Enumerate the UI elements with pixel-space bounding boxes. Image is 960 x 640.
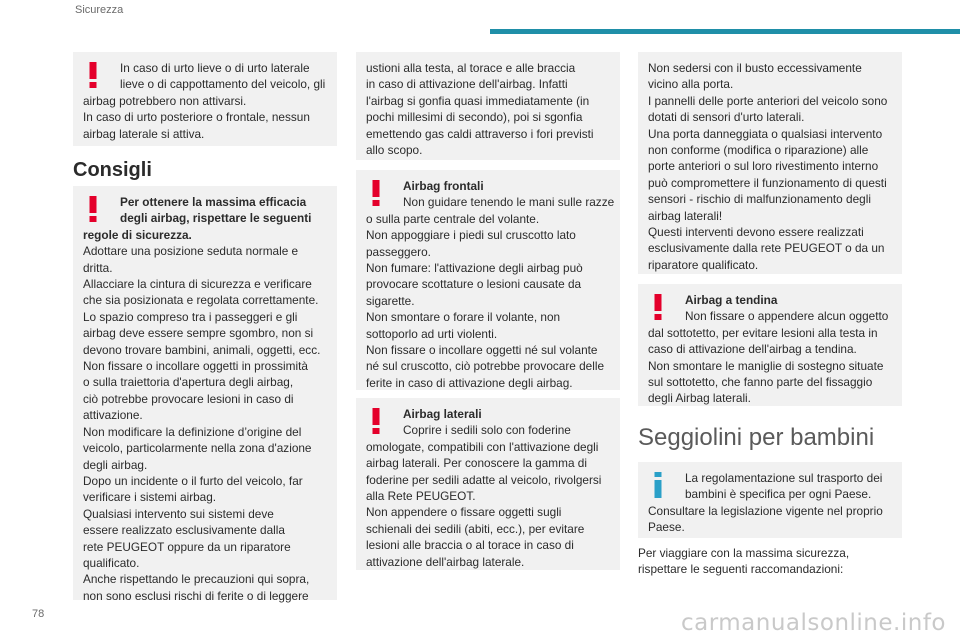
- warning-icon: [368, 408, 384, 434]
- text-line: porte anteriori o sul loro rivestimento interno: [648, 159, 879, 174]
- text-line: esclusivamente dalla rete PEUGEOT o da un: [648, 241, 885, 256]
- text-line: rispettare le seguenti raccomandazioni:: [638, 562, 844, 577]
- text-line: sigarette.: [366, 293, 415, 308]
- text-line: non conforme (modifica o riparazione) alle: [648, 143, 869, 158]
- text-line: airbag potrebbero non attivarsi.: [83, 93, 247, 108]
- text-line: Non guidare tenendo le mani sulle razze: [403, 195, 615, 210]
- text-line: o sulla traiettoria d'apertura degli airbag,: [83, 375, 294, 390]
- text-line: Non smontare le maniglie di sostegno situate: [648, 358, 884, 373]
- text-line: né sul cruscotto, ciò potrebbe provocare delle: [366, 359, 605, 374]
- text-line: attivazione.: [83, 408, 143, 423]
- warning-box-urto-lieve: [73, 52, 337, 146]
- bold-line: Per ottenere la massima efficacia: [120, 195, 307, 209]
- warning-box-airbag-tendina: [638, 284, 902, 406]
- text-line: foderine per sedili adatte al veicolo, rivolgersi: [366, 472, 602, 487]
- warning-icon: [368, 180, 384, 206]
- text-line: può compromettere il funzionamento di questi: [648, 175, 887, 190]
- text-line: ferite in caso di attivazione degli airbag.: [366, 375, 573, 390]
- text-line: omologate, compatibili con l'attivazione degli: [366, 439, 599, 454]
- warning-icon: [85, 196, 101, 222]
- paragraph-raccomandazioni: [638, 545, 849, 578]
- box-ustioni: [356, 52, 620, 160]
- text-line: Anche rispettando le precauzioni qui sopra,: [83, 572, 310, 587]
- text-line: l'airbag si gonfia quasi immediatamente (in: [366, 93, 590, 108]
- text-line: Consultare la legislazione vigente nel proprio: [648, 503, 883, 518]
- warning-box-airbag-laterali: [356, 398, 620, 570]
- heading-seggiolini: Seggiolini per bambini: [638, 424, 875, 451]
- text-line: dal sottotetto, per evitare lesioni alla testa in: [648, 325, 878, 340]
- text-line: Non fissare o incollare oggetti né sul volante: [366, 343, 598, 358]
- text-line: Non fumare: l'attivazione degli airbag può: [366, 261, 583, 276]
- text-line: Paese.: [648, 520, 685, 535]
- text-line: sensori - rischio di malfunzionamento degli: [648, 192, 871, 207]
- section-title: Sicurezza: [75, 4, 124, 16]
- text-line: essere realizzato esclusivamente dalla: [83, 523, 285, 538]
- bold-line: degli airbag, rispettare le seguenti: [120, 211, 312, 226]
- text-line: sul sottotetto, che fanno parte del fissaggio: [648, 375, 873, 390]
- warning-box-airbag-frontali: [356, 170, 620, 390]
- text-line: riparatore qualificato.: [648, 257, 759, 272]
- text-line: Coprire i sedili solo con foderine: [403, 423, 571, 438]
- text-line: Non appoggiare i piedi sul cruscotto lato: [366, 228, 576, 243]
- text-line: Non fissare o incollare oggetti in prossimità: [83, 359, 308, 374]
- bold-line: regole di sicurezza.: [83, 227, 192, 242]
- text-line: allo scopo.: [366, 143, 423, 158]
- text-line: Non sedersi con il busto eccessivamente: [648, 61, 862, 75]
- info-icon: [650, 472, 666, 498]
- header-accent-bar: [490, 29, 960, 34]
- box-title: Airbag laterali: [403, 407, 482, 421]
- text-line: Non fissare o appendere alcun oggetto: [685, 309, 889, 324]
- info-box-regolamentazione: [638, 462, 902, 538]
- box-sedili-porta: [638, 52, 902, 274]
- box-title: Airbag a tendina: [685, 293, 778, 307]
- text-line: degli airbag.: [83, 457, 148, 472]
- text-line: Non smontare o forare il volante, non: [366, 310, 561, 325]
- text-line: passeggero.: [366, 244, 431, 259]
- watermark: carmanualsonline.info: [680, 610, 946, 636]
- text-line: In caso di urto posteriore o frontale, nessun: [83, 110, 310, 125]
- page-number: 78: [32, 608, 45, 620]
- text-line: in caso di attivazione dell'airbag. Infatti: [366, 77, 568, 92]
- box-title: Airbag frontali: [403, 179, 484, 193]
- text-line: Allacciare la cintura di sicurezza e verificare: [83, 277, 312, 292]
- text-line: alla Rete PEUGEOT.: [366, 489, 476, 504]
- text-line: Adottare una posizione seduta normale e: [83, 244, 299, 259]
- warning-icon: [85, 62, 101, 88]
- text-line: Non modificare la definizione d’origine del: [83, 424, 302, 439]
- text-line: veicolo, particolarmente nella zona d'azione: [83, 441, 312, 456]
- text-line: che sia posizionata e regolata correttamente.: [83, 293, 319, 308]
- text-line: airbag laterale si attiva.: [83, 126, 205, 141]
- text-line: Dopo un incidente o il furto del veicolo, far: [83, 473, 303, 488]
- text-line: attivazione dell'airbag laterale.: [366, 554, 525, 569]
- text-line: Qualsiasi intervento sui sistemi deve: [83, 506, 274, 521]
- warning-icon: [650, 294, 666, 320]
- text-line: dritta.: [83, 260, 113, 275]
- heading-consigli: Consigli: [73, 159, 152, 181]
- text-line: qualificato.: [83, 555, 140, 570]
- text-line: Non appendere o fissare oggetti sugli: [366, 505, 562, 520]
- text-line: airbag laterali. Per conoscere la gamma di: [366, 456, 587, 471]
- text-line: sottoporlo ad urti violenti.: [366, 326, 498, 341]
- text-line: emettendo gas caldi attraverso i fori previsti: [366, 126, 594, 141]
- text-line: ciò potrebbe provocare lesioni in caso di: [83, 391, 294, 406]
- text-line: o sulla parte centrale del volante.: [366, 211, 540, 226]
- text-line: degli Airbag laterali.: [648, 391, 751, 406]
- text-line: La regolamentazione sul trasporto dei: [685, 471, 883, 485]
- text-line: lesioni alle braccia o al torace in caso di: [366, 538, 574, 553]
- text-line: pochi millesimi di secondo), poi si sgonfia: [366, 110, 583, 125]
- text-line: bambini è specifica per ogni Paese.: [685, 487, 872, 502]
- text-line: non sono esclusi rischi di ferite o di leggere: [83, 588, 309, 603]
- text-line: devono trovare bambini, animali, oggetti, ecc.: [83, 342, 321, 357]
- text-line: Questi interventi devono essere realizzati: [648, 225, 864, 240]
- text-line: Per viaggiare con la massima sicurezza,: [638, 546, 850, 560]
- text-line: verificare i sistemi airbag.: [83, 490, 217, 505]
- text-line: ustioni alla testa, al torace e alle braccia: [366, 61, 576, 75]
- warning-box-consigli: [73, 186, 337, 603]
- text-line: Una porta danneggiata o qualsiasi intervento: [648, 126, 883, 141]
- text-line: In caso di urto lieve o di urto laterale: [120, 61, 310, 75]
- text-line: rete PEUGEOT oppure da un riparatore: [83, 539, 291, 554]
- text-line: I pannelli delle porte anteriori del veicolo sono: [648, 93, 888, 108]
- text-line: vicino alla porta.: [648, 77, 734, 92]
- text-line: dotati di sensori d'urto laterali.: [648, 110, 805, 125]
- text-line: schienali dei sedili (abiti, ecc.), per evitare: [366, 521, 585, 536]
- text-line: Lo spazio compreso tra i passeggeri e gli: [83, 309, 298, 324]
- text-line: provocare scottature o lesioni causate da: [366, 277, 582, 292]
- text-line: caso di attivazione dell'airbag a tendina.: [648, 342, 857, 357]
- text-line: airbag deve essere sempre sgombro, non si: [83, 326, 314, 341]
- text-line: lieve o di cappottamento del veicolo, gli: [120, 77, 326, 92]
- text-line: airbag laterali!: [648, 208, 723, 223]
